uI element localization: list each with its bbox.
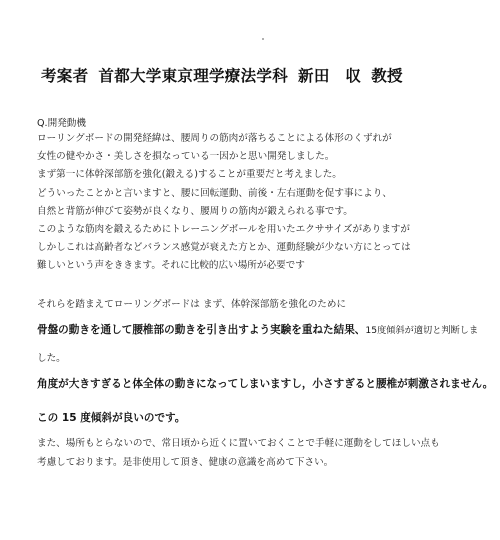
paragraph-line: 考慮しております。是非使用して頂き、健康の意識を高めて下さい。: [37, 457, 334, 468]
emphasis-angle: 角度が大きすぎると体全体の動きになってしまいますし，小さすぎると腰椎が刺激されません。: [37, 378, 494, 390]
paragraph-line: 自然と背筋が伸びて姿勢が良くなり、腰周りの筋肉が鍛えられる事です。: [37, 205, 353, 217]
title-affiliation: 首都大学東京理学療法学科: [98, 67, 289, 85]
paragraph-line: まず第一に体幹深部筋を強化(鍛える)することが重要だと考えました。: [37, 169, 342, 181]
section-heading: Q.開発動機: [37, 118, 86, 129]
paragraph-line: また、場所もとらないので、常日頃から近くに置いておくことで手軽に運動をしてほしい点も: [37, 438, 440, 449]
emphasis-experiment-main: 骨盤の動きを通して腰椎部の動きを引き出すよう実験を重ねた結果、: [37, 324, 366, 336]
title-position: 教授: [371, 67, 403, 85]
paragraph-line: ローリングボードの開発経緯は、腰周りの筋肉が落ちることによる体形のくずれが: [37, 133, 392, 144]
emphasis-experiment-tail: 15度傾斜が適切と判断しま: [365, 325, 479, 336]
paragraph-line: どういったことかと言いますと、腰に回転運動、前後・左右運動を促す事により、: [37, 187, 392, 199]
title-name: 新田 収: [298, 67, 362, 85]
emphasis-conclusion: この 15 度傾斜が良いのです。: [37, 412, 186, 424]
page-title: [41, 64, 403, 86]
emphasis-experiment-cont: した。: [37, 353, 66, 364]
title-role: 考案者: [41, 67, 89, 85]
paragraph-line: しかしこれは高齢者などバランス感覚が衰えた方とか、運動経験が少ない方にとっては: [37, 242, 411, 254]
transition-paragraph: それらを踏まえてローリングボードは まず、体幹深部筋を強化のために: [37, 299, 347, 310]
paragraph-line: 難しいという声をききます。それに比較的広い場所が必要です: [37, 260, 305, 272]
closing-paragraph: [37, 434, 440, 472]
paragraph-line: このような筋肉を鍛えるためにトレーニングボールを用いたエクササイズがありますが: [37, 224, 411, 236]
paragraph-line: 女性の健やかさ・美しさを損なっている一因かと思い開発しました。: [37, 151, 335, 163]
motivation-paragraph: [37, 130, 411, 276]
emphasis-experiment: [37, 322, 478, 337]
scan-speck: [262, 38, 264, 40]
